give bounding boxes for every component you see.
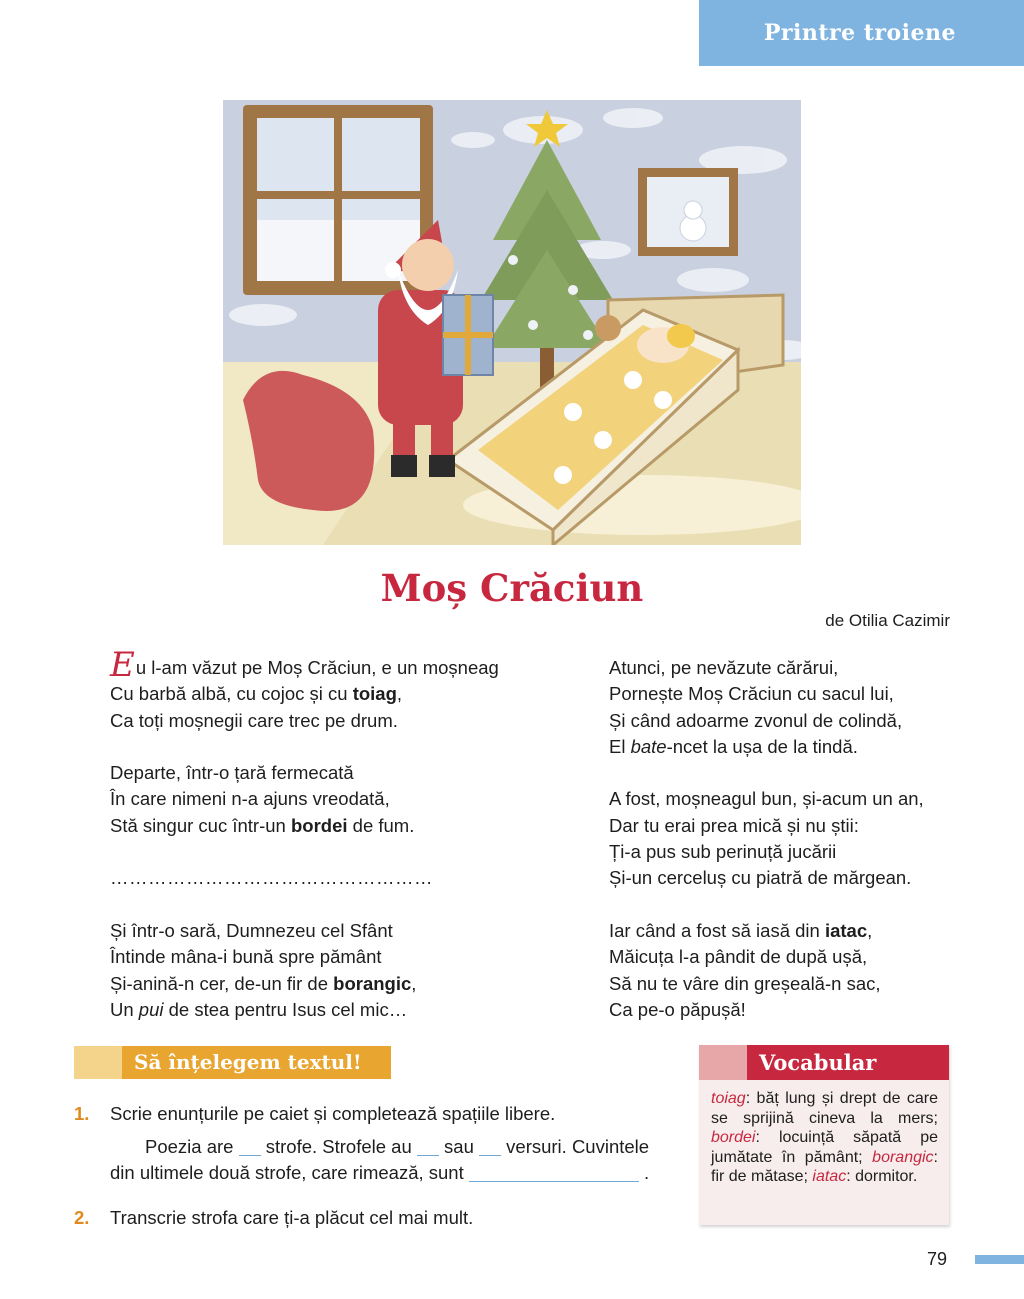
verse: El bate-ncet la ușa de la tindă. [609,735,858,757]
blank-verses-min[interactable] [417,1138,439,1156]
verse: Ca toți moșnegii care trec pe drum. [110,709,398,731]
verse: Iar când a fost să iasă din iatac, [609,919,873,941]
vocab-term: iatac [812,1168,847,1185]
vocab-term: toiag [711,1090,746,1107]
stanza-4 [609,655,924,760]
verse: Măicuța l-a pândit de după ușă, [609,946,868,968]
blank-rhyming-words[interactable] [469,1164,639,1182]
verse: Ți-a pus sub perinuță jucării [609,841,837,863]
verse: Și-anină-n cer, de-un fir de borangic, [110,972,417,994]
header-accent-stripe [74,1046,122,1079]
blank-strophes-count[interactable] [239,1138,261,1156]
verse: Să nu te vâre din greșeală-n sac, [609,972,881,994]
stanza-2 [110,760,499,839]
verse: În care nimeni n-a ajuns vreodată, [110,788,390,810]
vocab-word: toiag [352,683,397,705]
vocab-term: bordei [711,1129,756,1146]
page-number: 79 [927,1249,948,1269]
exercise-text: Scrie enunțurile pe caiet și completează spațiile libere. [110,1103,556,1124]
section-header-tab [699,0,1024,66]
stanza-3 [110,918,499,1023]
stanza-5 [609,786,924,891]
verse: Și într-o sară, Dumnezeu cel Sfânt [110,919,393,941]
vocab-definition: : locuință săpată pe jumătate în pământ; [711,1129,938,1166]
stanza-1 [110,645,499,734]
page-number-bar [975,1255,1024,1264]
vocabulary-entries [711,1089,938,1187]
vocab-word: borangic [333,972,412,994]
poem-left-column [110,645,499,1049]
verse: A fost, moșneagul bun, și-acum un an, [609,788,924,810]
christmas-illustration [223,100,801,545]
omission-line: …………………………………………… [110,867,433,889]
picture-frame [638,168,738,256]
vocab-word: bordei [290,814,348,836]
verse: Stă singur cuc într-un bordei de fum. [110,814,415,836]
poem-right-column [609,655,924,1049]
verse: Un pui de stea pentru Isus cel mic… [110,998,408,1020]
exercise-number: 1. [74,1103,90,1124]
poem-author: de Otilia Cazimir [825,611,950,630]
verse: Atunci, pe nevăzute cărărui, [609,657,839,678]
fill-in-text: Poezia are strofe. Strofele au sau versuri. Cuvintele din ultimele două strofe, care rimează, sunt . [110,1136,650,1184]
section-label: Să înțelegem textul! [134,1050,362,1074]
verse: Cu barbă albă, cu cojoc și cu toiag, [110,683,403,705]
vocab-definition: : dormitor. [846,1168,918,1185]
verse: Ca pe-o păpușă! [609,998,746,1020]
blank-verses-max[interactable] [479,1138,501,1156]
header-accent-stripe [699,1045,747,1080]
verse: Și-un cerceluș cu piatră de mărgean. [609,867,912,889]
comprehension-section-header [74,1046,391,1079]
section-title: Printre troiene [763,20,956,46]
vocabulary-title: Vocabular [759,1050,877,1075]
verse: Eu l-am văzut pe Moș Crăciun, e un moșneag [110,645,499,685]
vocab-term: borangic [872,1148,934,1166]
exercise-text: Transcrie strofa care ți-a plăcut cel mai mult. [110,1207,474,1228]
vocab-word: iatac [824,919,868,941]
verse: Întinde mâna-i bună spre pământ [110,946,382,968]
vocab-definition: : băț lung și drept de care se sprijină cineva la mers; [711,1090,938,1127]
exercise-number: 2. [74,1207,90,1228]
verse: Și când adoarme zvonul de colindă, [609,709,903,731]
stanza-6 [609,918,924,1023]
verse: Dar tu erai prea mică și nu știi: [609,814,859,836]
vocabulary-header [699,1045,949,1080]
verse: Pornește Moș Crăciun cu sacul lui, [609,683,894,705]
vocabulary-box [699,1045,949,1225]
vocab-definition: : fir de mătase; [711,1148,938,1185]
drop-cap: E [110,645,135,685]
poem-title: Moș Crăciun [380,566,644,610]
verse: Departe, într-o țară fermecată [110,762,354,784]
